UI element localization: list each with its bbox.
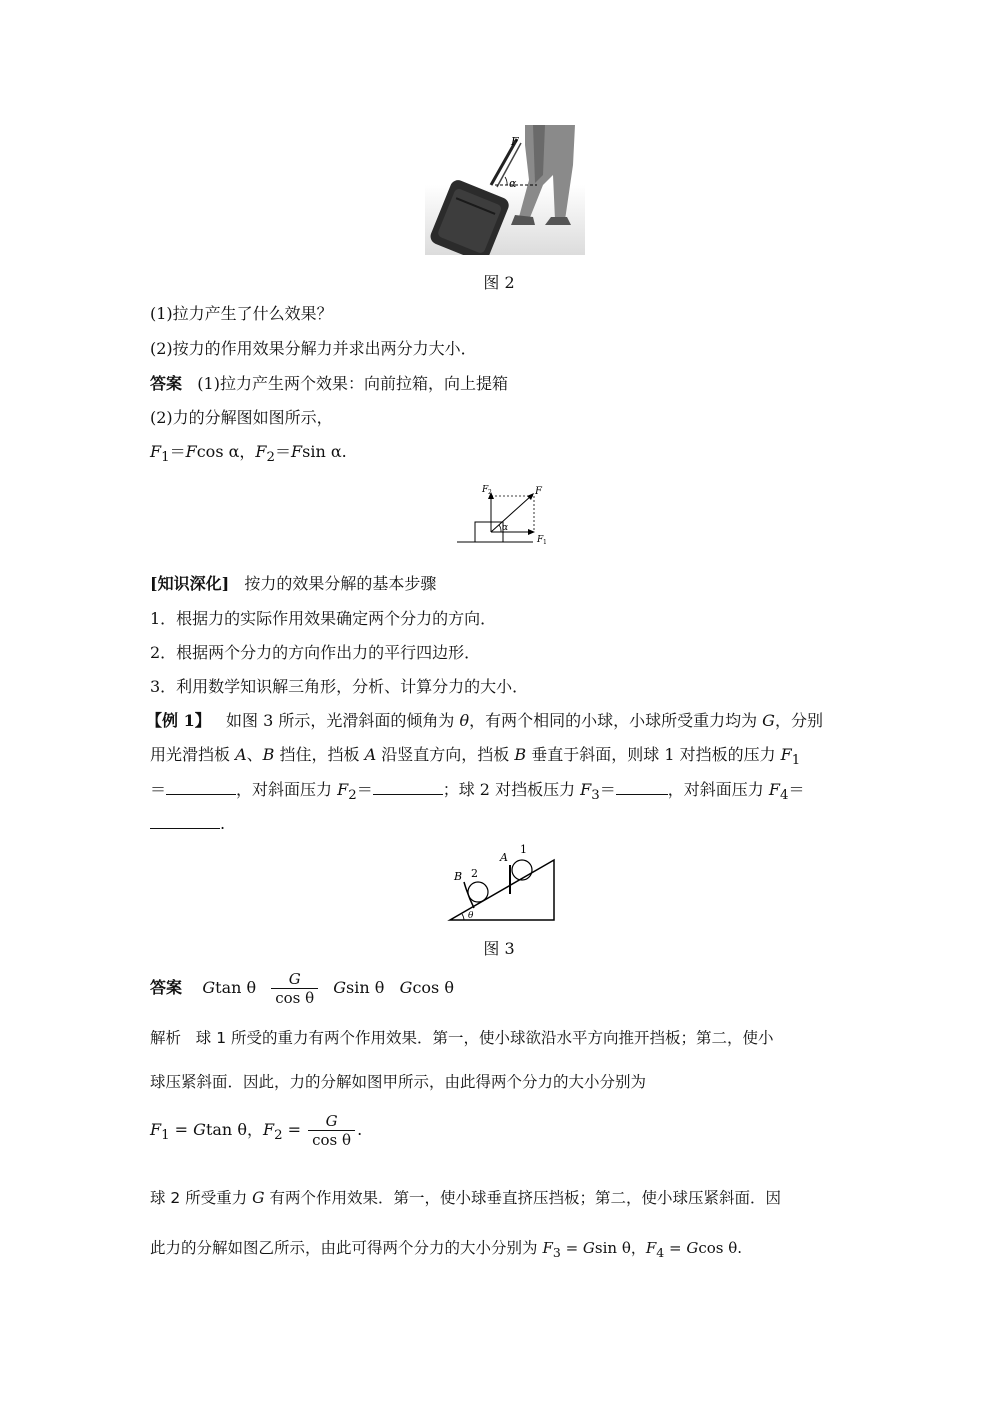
fig3-label-ball-2: 2	[471, 867, 478, 880]
knowledge-title: 按力的效果分解的基本步骤	[244, 574, 437, 593]
example-text-2d: 沿竖直方向，挡板	[376, 745, 515, 764]
analysis-G4: G	[686, 1239, 699, 1257]
knowledge-step-3: 3．利用数学知识解三角形，分析、计算分力的大小．	[150, 677, 529, 696]
analysis-F1: F	[150, 1120, 162, 1139]
answer-2-a4-rest: cos θ	[412, 978, 454, 997]
answer-2-fraction	[271, 970, 318, 1007]
example-A2: A	[364, 745, 377, 764]
fig3-label-A: A	[500, 851, 508, 864]
example-1-line-1	[146, 711, 823, 731]
analysis-F4: F	[645, 1239, 657, 1257]
analysis-frac-num: G	[325, 1112, 338, 1130]
analysis-formula	[150, 1112, 362, 1154]
figure-2-caption: 图 2	[483, 273, 515, 292]
example-text-2c: 挡住，挡板	[274, 745, 365, 764]
suitcase-photo-figure	[425, 125, 585, 255]
answer-2-a3-G: G	[333, 978, 347, 997]
example-text-2a: 用光滑挡板	[150, 745, 236, 764]
analysis-cos: cos θ.	[698, 1239, 743, 1257]
knowledge-step-1: 1．根据力的实际作用效果确定两个分力的方向．	[150, 609, 497, 628]
example-text-1c: ，分别	[774, 711, 823, 730]
example-F4-sub: 4	[779, 788, 789, 804]
example-text-3a: ＝	[150, 780, 167, 799]
fig3-label-B: B	[454, 870, 463, 883]
analysis-eq3: =	[560, 1239, 583, 1257]
formula-F1: F	[150, 442, 162, 461]
example-F1-sub: 1	[791, 753, 801, 769]
analysis-text-4-G: G	[252, 1189, 265, 1207]
answer-1-line-1	[150, 374, 508, 394]
answer-2-a1-rest: tan θ	[215, 978, 257, 997]
example-1-line-2	[150, 745, 800, 771]
example-F2: F	[337, 780, 349, 799]
knowledge-heading	[150, 574, 436, 594]
diagram-label-alpha: α	[502, 523, 509, 533]
analysis-F4-sub: 4	[656, 1245, 665, 1260]
example-text-2e: 垂直于斜面，则球 1 对挡板的压力	[526, 745, 781, 764]
example-text-1b: ，有两个相同的小球，小球所受重力均为	[469, 711, 763, 730]
answer-2-label: 答案	[150, 978, 183, 997]
diagram-label-F2: F	[482, 485, 489, 495]
formula-F1-sub: 1	[161, 450, 170, 466]
formula-F2-sub: 2	[266, 450, 276, 466]
example-text-3g: ＝	[788, 780, 805, 799]
knowledge-step-2: 2．根据两个分力的方向作出力的平行四边形．	[150, 643, 481, 662]
example-theta: θ	[459, 711, 470, 730]
diagram-label-F2-sub: 2	[488, 489, 492, 496]
diagram-label-F: F	[535, 486, 542, 497]
incline-figure	[444, 838, 564, 928]
analysis-line-5	[150, 1238, 742, 1263]
answer-blank-2[interactable]	[373, 780, 443, 795]
analysis-G3: G	[582, 1239, 595, 1257]
analysis-sin: sin θ，	[594, 1239, 646, 1257]
formula-rhs2-sin: sin α.	[302, 442, 347, 461]
analysis-frac-den: cos θ	[308, 1130, 355, 1149]
analysis-line-2: 球压紧斜面．因此，力的分解如图甲所示，由此得两个分力的大小分别为	[150, 1073, 647, 1091]
example-F4: F	[768, 780, 780, 799]
example-text-4-end: .	[220, 814, 226, 833]
diagram-label-F1-sub: 1	[543, 539, 547, 546]
example-text-1a: 如图 3 所示，光滑斜面的倾角为	[225, 711, 460, 730]
answer-2-a1-G: G	[202, 978, 216, 997]
question-2: (2)按力的作用效果分解力并求出两分力大小．	[150, 339, 477, 358]
analysis-eq1: =	[169, 1120, 194, 1139]
example-text-3f: ，对斜面压力	[667, 780, 769, 799]
example-B2: B	[514, 745, 527, 764]
example-text-3c: ＝	[356, 780, 373, 799]
answer-1-line-2: (2)力的分解图如图所示，	[150, 408, 333, 427]
diagram-label-F1: F	[537, 535, 544, 545]
knowledge-tag: [知识深化]	[150, 574, 230, 593]
example-B: B	[262, 745, 275, 764]
analysis-F2: F	[262, 1120, 275, 1139]
answer-2-a4-G: G	[399, 978, 413, 997]
answer-blank-1[interactable]	[166, 780, 236, 795]
answer-label: 答案	[150, 374, 183, 393]
analysis-line-1	[150, 1028, 774, 1048]
analysis-dot: .	[357, 1120, 363, 1139]
example-text-3e: ＝	[599, 780, 616, 799]
analysis-label: 解析	[150, 1029, 182, 1047]
example-text-3b: ，对斜面压力	[236, 780, 338, 799]
example-1-line-3	[150, 780, 804, 806]
example-G: G	[762, 711, 775, 730]
analysis-text-1: 球 1 所受的重力有两个作用效果．第一，使小球欲沿水平方向推开挡板；第二，使小	[195, 1029, 774, 1047]
analysis-tan: tan θ，	[205, 1120, 263, 1139]
analysis-F3: F	[542, 1239, 553, 1257]
formula-rhs1-F: F	[185, 442, 197, 461]
analysis-eq2: =	[282, 1120, 307, 1139]
example-text-3d: ；球 2 对挡板压力	[442, 780, 581, 799]
formula-eq2: ＝	[275, 442, 292, 461]
example-F2-sub: 2	[348, 788, 357, 804]
analysis-line-4	[150, 1188, 781, 1208]
force-decomposition-diagram	[455, 480, 555, 548]
formula-rhs1-cos: cos α，	[196, 442, 256, 461]
answer-2-a3-rest: sin θ	[346, 978, 385, 997]
example-text-2b: 、	[246, 745, 263, 764]
analysis-F2-sub: 2	[274, 1128, 283, 1144]
photo-label-alpha: α	[509, 177, 517, 190]
analysis-eq4: =	[664, 1239, 687, 1257]
analysis-F1-sub: 1	[161, 1128, 170, 1144]
figure-3-caption: 图 3	[483, 939, 515, 958]
answer-1-formula	[150, 442, 347, 468]
analysis-G1: G	[193, 1120, 206, 1139]
example-F3-sub: 3	[591, 788, 600, 804]
answer-2-line	[150, 970, 454, 1007]
formula-F2: F	[255, 442, 267, 461]
photo-label-F: F	[511, 135, 519, 148]
answer-2-frac-num: G	[288, 970, 301, 988]
example-tag: 【例 1】	[146, 711, 211, 730]
example-F1: F	[780, 745, 792, 764]
analysis-fraction	[308, 1112, 355, 1149]
formula-eq1: ＝	[169, 442, 186, 461]
example-A: A	[235, 745, 247, 764]
example-1-line-4	[150, 814, 225, 834]
example-F3: F	[580, 780, 592, 799]
answer-2-frac-den: cos θ	[271, 988, 318, 1007]
fig3-label-ball-1: 1	[520, 843, 527, 856]
analysis-F3-sub: 3	[552, 1245, 561, 1260]
analysis-text-5a: 此力的分解如图乙所示，由此可得两个分力的大小分别为	[150, 1239, 543, 1257]
analysis-text-4b: 有两个作用效果．第一，使小球垂直挤压挡板；第二，使小球压紧斜面．因	[264, 1189, 781, 1207]
answer-1-text: (1)拉力产生两个效果：向前拉箱，向上提箱	[197, 374, 508, 393]
answer-blank-4[interactable]	[150, 814, 220, 829]
fig3-label-theta: θ	[468, 911, 474, 921]
answer-blank-3[interactable]	[616, 780, 668, 795]
question-1: (1)拉力产生了什么效果？	[150, 304, 333, 323]
analysis-text-4a: 球 2 所受重力	[150, 1189, 253, 1207]
formula-rhs2-F: F	[291, 442, 303, 461]
